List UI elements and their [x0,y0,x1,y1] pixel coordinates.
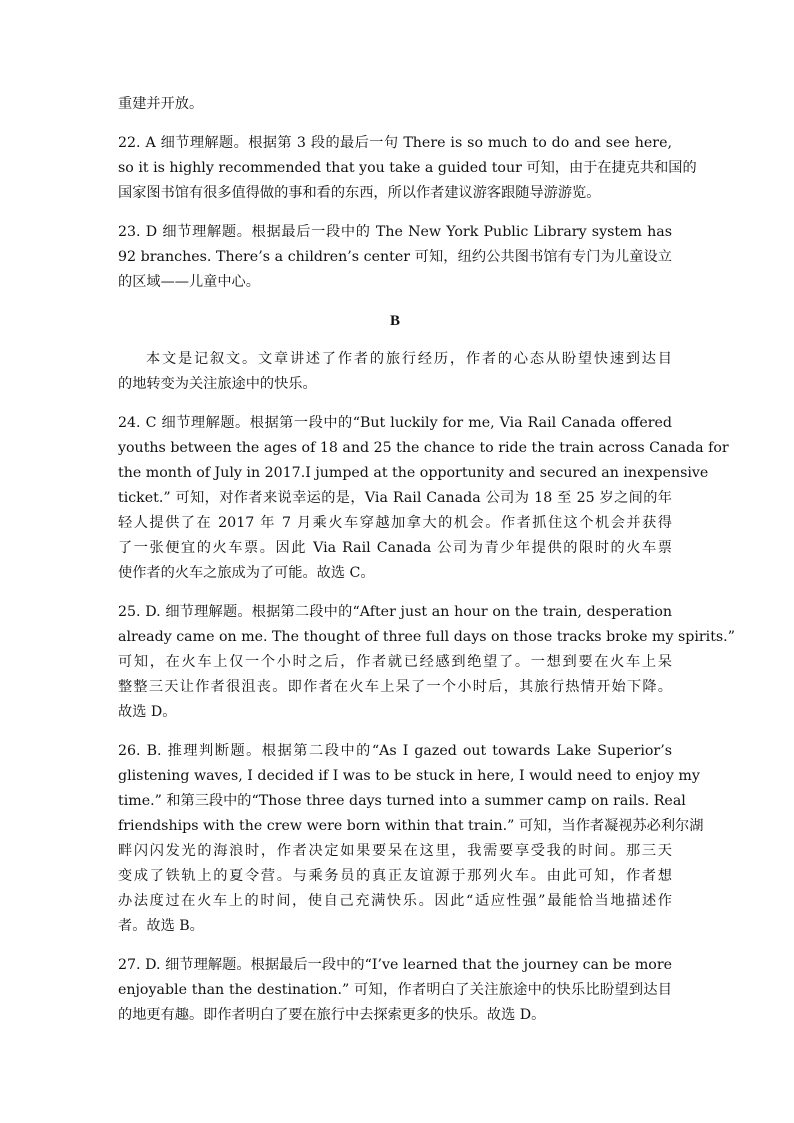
answer-24 [118,411,729,586]
text-line: ticket.” 可知，对作者来说幸运的是，Via Rail Canada 公司为 18 至 25 岁之间的年 [118,490,672,506]
answer-26 [118,739,704,939]
text-line: friendships with the crew were born within that train.” 可知，当作者凝视苏必利尔湖 [118,818,704,834]
text-line: 26. B. 推理判断题。根据第二段中的“As I gazed out towards Lake Superior’s [118,743,672,759]
text-line: 变成了铁轨上的夏令营。与乘务员的真正友谊源于那列火车。由此可知，作者想 [118,868,672,884]
text-line: 的地转变为关注旅途中的快乐。 [118,376,317,392]
text-line: 92 branches. There’s a children’s center 可知，纽约公共图书馆有专门为儿童设立 [118,249,672,265]
text-line: so it is highly recommended that you take a guided tour 可知，由于在捷克共和国的 [118,160,697,176]
section-b-intro [118,347,672,397]
answer-23 [118,220,672,295]
text-line: already came on me. The thought of three full days on those tracks broke my spirits.” [118,629,735,645]
answer-25 [118,600,735,725]
text-line: 22. A 细节理解题。根据第 3 段的最后一句 There is so much to do and see here, [118,135,672,151]
text-line: 的区域——儿童中心。 [118,274,260,290]
text-line: 整整三天让作者很沮丧。即作者在火车上呆了一个小时后，其旅行热情开始下降。 [118,679,672,695]
text-line: the month of July in 2017.I jumped at the opportunity and secured an inexpensive [118,465,709,481]
text-line: 了一张便宜的火车票。因此 Via Rail Canada 公司为青少年提供的限时的火车票 [118,540,672,556]
text-line: glistening waves, I decided if I was to be stuck in here, I would need to enjoy my [118,768,700,784]
text-line: 24. C 细节理解题。根据第一段中的“But luckily for me, Via Rail Canada offered [118,415,672,431]
section-heading-b: B [389,313,400,329]
text-line: 轻人提供了在 2017 年 7 月乘火车穿越加拿大的机会。作者抓住这个机会并获得 [118,515,672,531]
text-line: 可知，在火车上仅一个小时之后，作者就已经感到绝望了。一想到要在火车上呆 [118,654,672,670]
text-line: 故选 D。 [118,704,177,720]
text-line: 的地更有趣。即作者明白了要在旅行中去探索更多的快乐。故选 D。 [118,1007,546,1023]
text-line: 23. D 细节理解题。根据最后一段中的 The New York Public Library system has [118,224,672,240]
answer-22 [118,131,697,206]
text-line: 畔闪闪发光的海浪时，作者决定如果要呆在这里，我需要享受我的时间。那三天 [118,843,672,859]
text-line: 27. D. 细节理解题。根据最后一段中的“I’ve learned that the journey can be more [118,957,672,973]
text-line: 重建并开放。 [118,96,204,112]
answer-27 [118,953,672,1028]
text-line: enjoyable than the destination.” 可知，作者明白了关注旅途中的快乐比盼望到达目 [118,982,672,998]
text-line: 办法度过在火车上的时间，使自己充满快乐。因此“适应性强”最能恰当地描述作 [118,893,672,909]
text-line: 25. D. 细节理解题。根据第二段中的“After just an hour on the train, desperation [118,604,672,620]
text-line: 国家图书馆有很多值得做的事和看的东西，所以作者建议游客跟随导游游览。 [118,185,601,201]
paragraph-continuation [118,92,672,117]
document-page [118,92,735,1042]
text-line: 使作者的火车之旅成为了可能。故选 C。 [118,565,375,581]
text-line: 本文是记叙文。文章讲述了作者的旅行经历，作者的心态从盼望快速到达目 [146,351,672,367]
text-line: 者。故选 B。 [118,918,204,934]
text-line: time.” 和第三段中的“Those three days turned into a summer camp on rails. Real [118,793,686,809]
text-line: youths between the ages of 18 and 25 the chance to ride the train across Canada for [118,440,729,456]
